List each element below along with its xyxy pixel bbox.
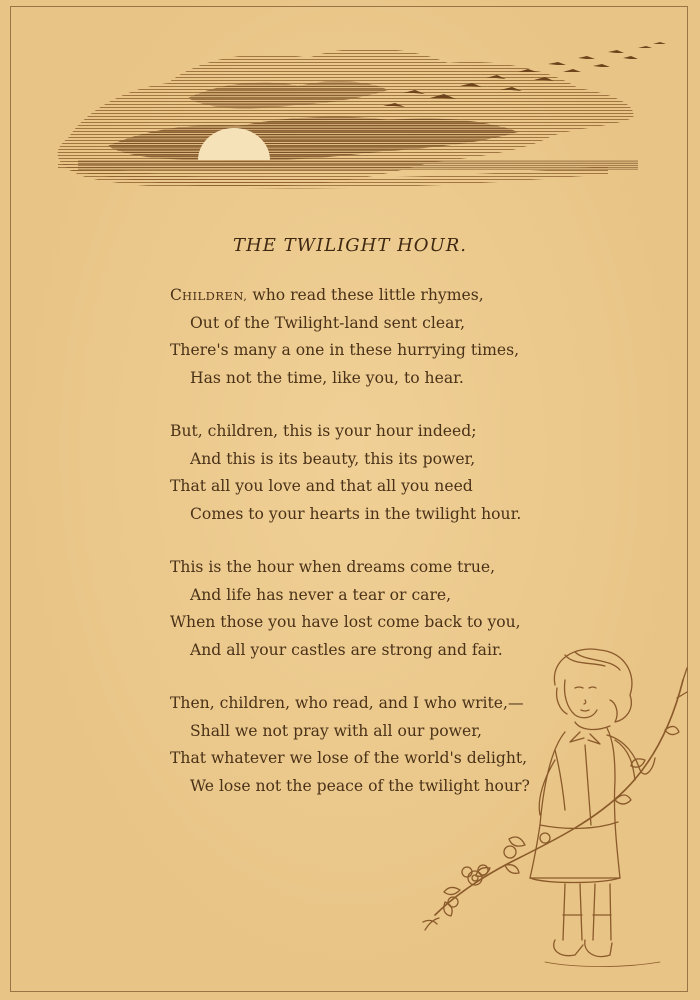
poem-line: That whatever we lose of the world's delight, — [170, 749, 528, 767]
drop-word-cap: C — [170, 286, 182, 304]
poem-line: We lose not the peace of the twilight hour? — [190, 776, 530, 795]
poem-line: Comes to your hearts in the twilight hour. — [190, 504, 522, 523]
stanza-1 — [170, 282, 570, 392]
poem-line — [170, 282, 570, 310]
poem-line: Has not the time, like you, to hear. — [190, 368, 464, 387]
poem-line: Out of the Twilight-land sent clear, — [190, 313, 466, 332]
poem-line: And all your castles are strong and fair. — [190, 640, 503, 659]
poem-line: And life has never a tear or care, — [190, 585, 452, 604]
poem-title: THE TWILIGHT HOUR. — [233, 235, 467, 256]
poem-line: Shall we not pray with all our power, — [190, 721, 482, 740]
drop-word-rest: HILDREN, — [181, 289, 248, 303]
poem-line: And this is its beauty, this its power, — [190, 449, 476, 468]
poem-line: When those you have lost come back to you, — [170, 613, 521, 631]
poem-line: This is the hour when dreams come true, — [170, 558, 496, 576]
poem-line-text: who read these little rhymes, — [247, 286, 484, 304]
poem-line: But, children, this is your hour indeed; — [170, 422, 477, 440]
stanza-2 — [170, 418, 570, 528]
poem-line: There's many a one in these hurrying times, — [170, 341, 520, 359]
poem-line: Then, children, who read, and I who write,— — [170, 694, 524, 712]
sunset-illustration — [48, 28, 668, 203]
girl-with-branch-illustration — [415, 640, 695, 985]
poem-line: That all you love and that all you need — [170, 477, 473, 495]
